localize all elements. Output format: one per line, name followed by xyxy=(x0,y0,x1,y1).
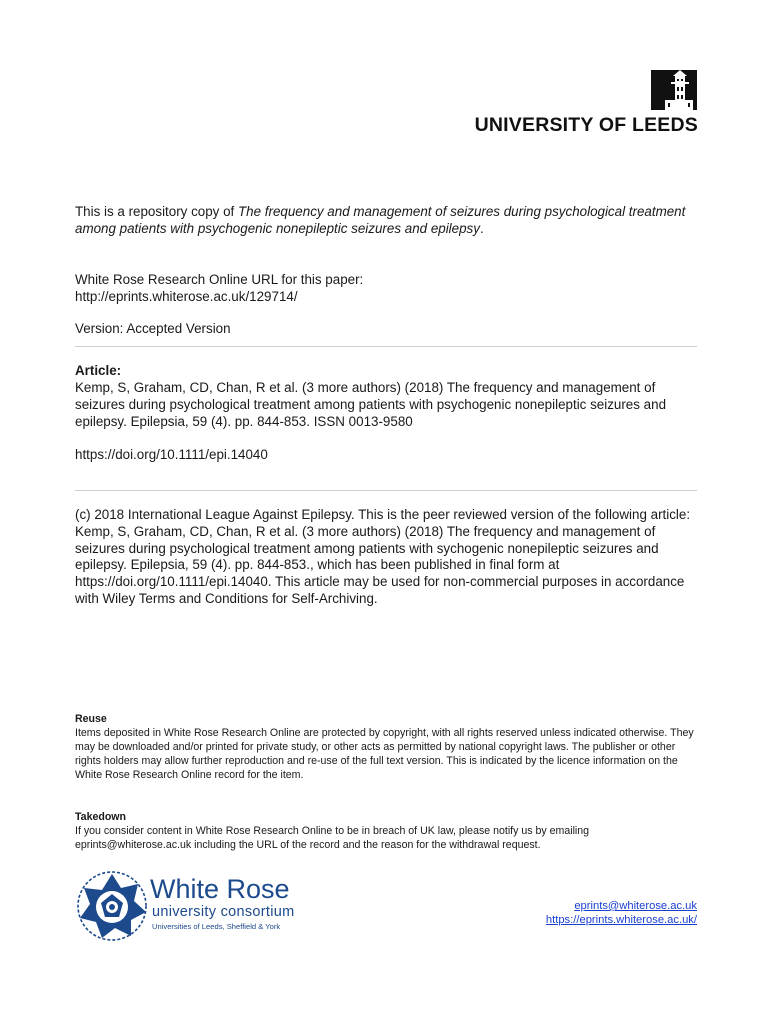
takedown-heading: Takedown xyxy=(75,811,127,823)
doi-link[interactable]: https://doi.org/10.1111/epi.14040 xyxy=(75,447,268,462)
reuse-text: Items deposited in White Rose Research Online are protected by copyright, with all rights reserved unless indicated otherwise. They may be downloaded and/or printed for private study, or other acts as permitted by national copyright laws. The publisher or other rights holders may allow further reproduction and re-use of the full text version. This is indicated by the licence information on the White Rose Research Online record for the item. xyxy=(75,727,694,781)
paper-url-block xyxy=(75,272,697,306)
paper-title: The frequency and management of seizures during psychological treatment among patients with psychogenic nonepileptic seizures and epilepsy xyxy=(75,204,686,236)
paper-url-label: White Rose Research Online URL for this paper: xyxy=(75,272,364,287)
repository-copy-statement xyxy=(75,204,697,238)
intro-suffix: . xyxy=(479,220,484,236)
version-statement: Version: Accepted Version xyxy=(75,321,231,336)
contact-email-link[interactable]: eprints@whiterose.ac.uk xyxy=(574,900,697,912)
white-rose-subtitle: university consortium xyxy=(152,904,295,920)
paper-url-link[interactable]: http://eprints.whiterose.ac.uk/129714/ xyxy=(75,288,298,304)
section-divider xyxy=(75,490,697,491)
section-divider xyxy=(75,346,697,347)
white-rose-emblem-logo xyxy=(76,870,148,942)
copyright-notice: (c) 2018 International League Against Epilepsy. This is the peer reviewed version of the following article: Kemp, S, Graham, CD, Chan, R et al. (3 more authors) (2018) The frequency and management of seizures during psychological treatment among patients with sychogenic nonepileptic seizures and epilepsy. Epilepsia, 59 (4). pp. 844-853., which has been published in final form at https://doi.org/10.1111/epi.14040. This article may be used for non-commercial purposes in accordance with Wiley Terms and Conditions for Self-Archiving. xyxy=(75,507,691,606)
article-heading: Article: xyxy=(75,363,122,378)
university-name: UNIVERSITY OF LEEDS xyxy=(474,114,698,136)
white-rose-title: White Rose xyxy=(150,874,290,904)
contact-website-link[interactable]: https://eprints.whiterose.ac.uk/ xyxy=(545,914,697,926)
reuse-heading: Reuse xyxy=(75,713,107,725)
white-rose-members: Universities of Leeds, Sheffield & York xyxy=(152,922,281,931)
intro-prefix: This is a repository copy of xyxy=(75,204,238,219)
university-of-leeds-tower-logo xyxy=(651,70,697,110)
article-citation: Kemp, S, Graham, CD, Chan, R et al. (3 more authors) (2018) The frequency and management of seizures during psychological treatment among patients with psychogenic nonepileptic seizures and epilepsy. Epilepsia, 59 (4). pp. 844-853. ISSN 0013-9580 xyxy=(75,380,667,429)
takedown-text: If you consider content in White Rose Research Online to be in breach of UK law, please notify us by emailing eprints@whiterose.ac.uk including the URL of the record and the reason for the withdrawal request. xyxy=(75,825,590,851)
